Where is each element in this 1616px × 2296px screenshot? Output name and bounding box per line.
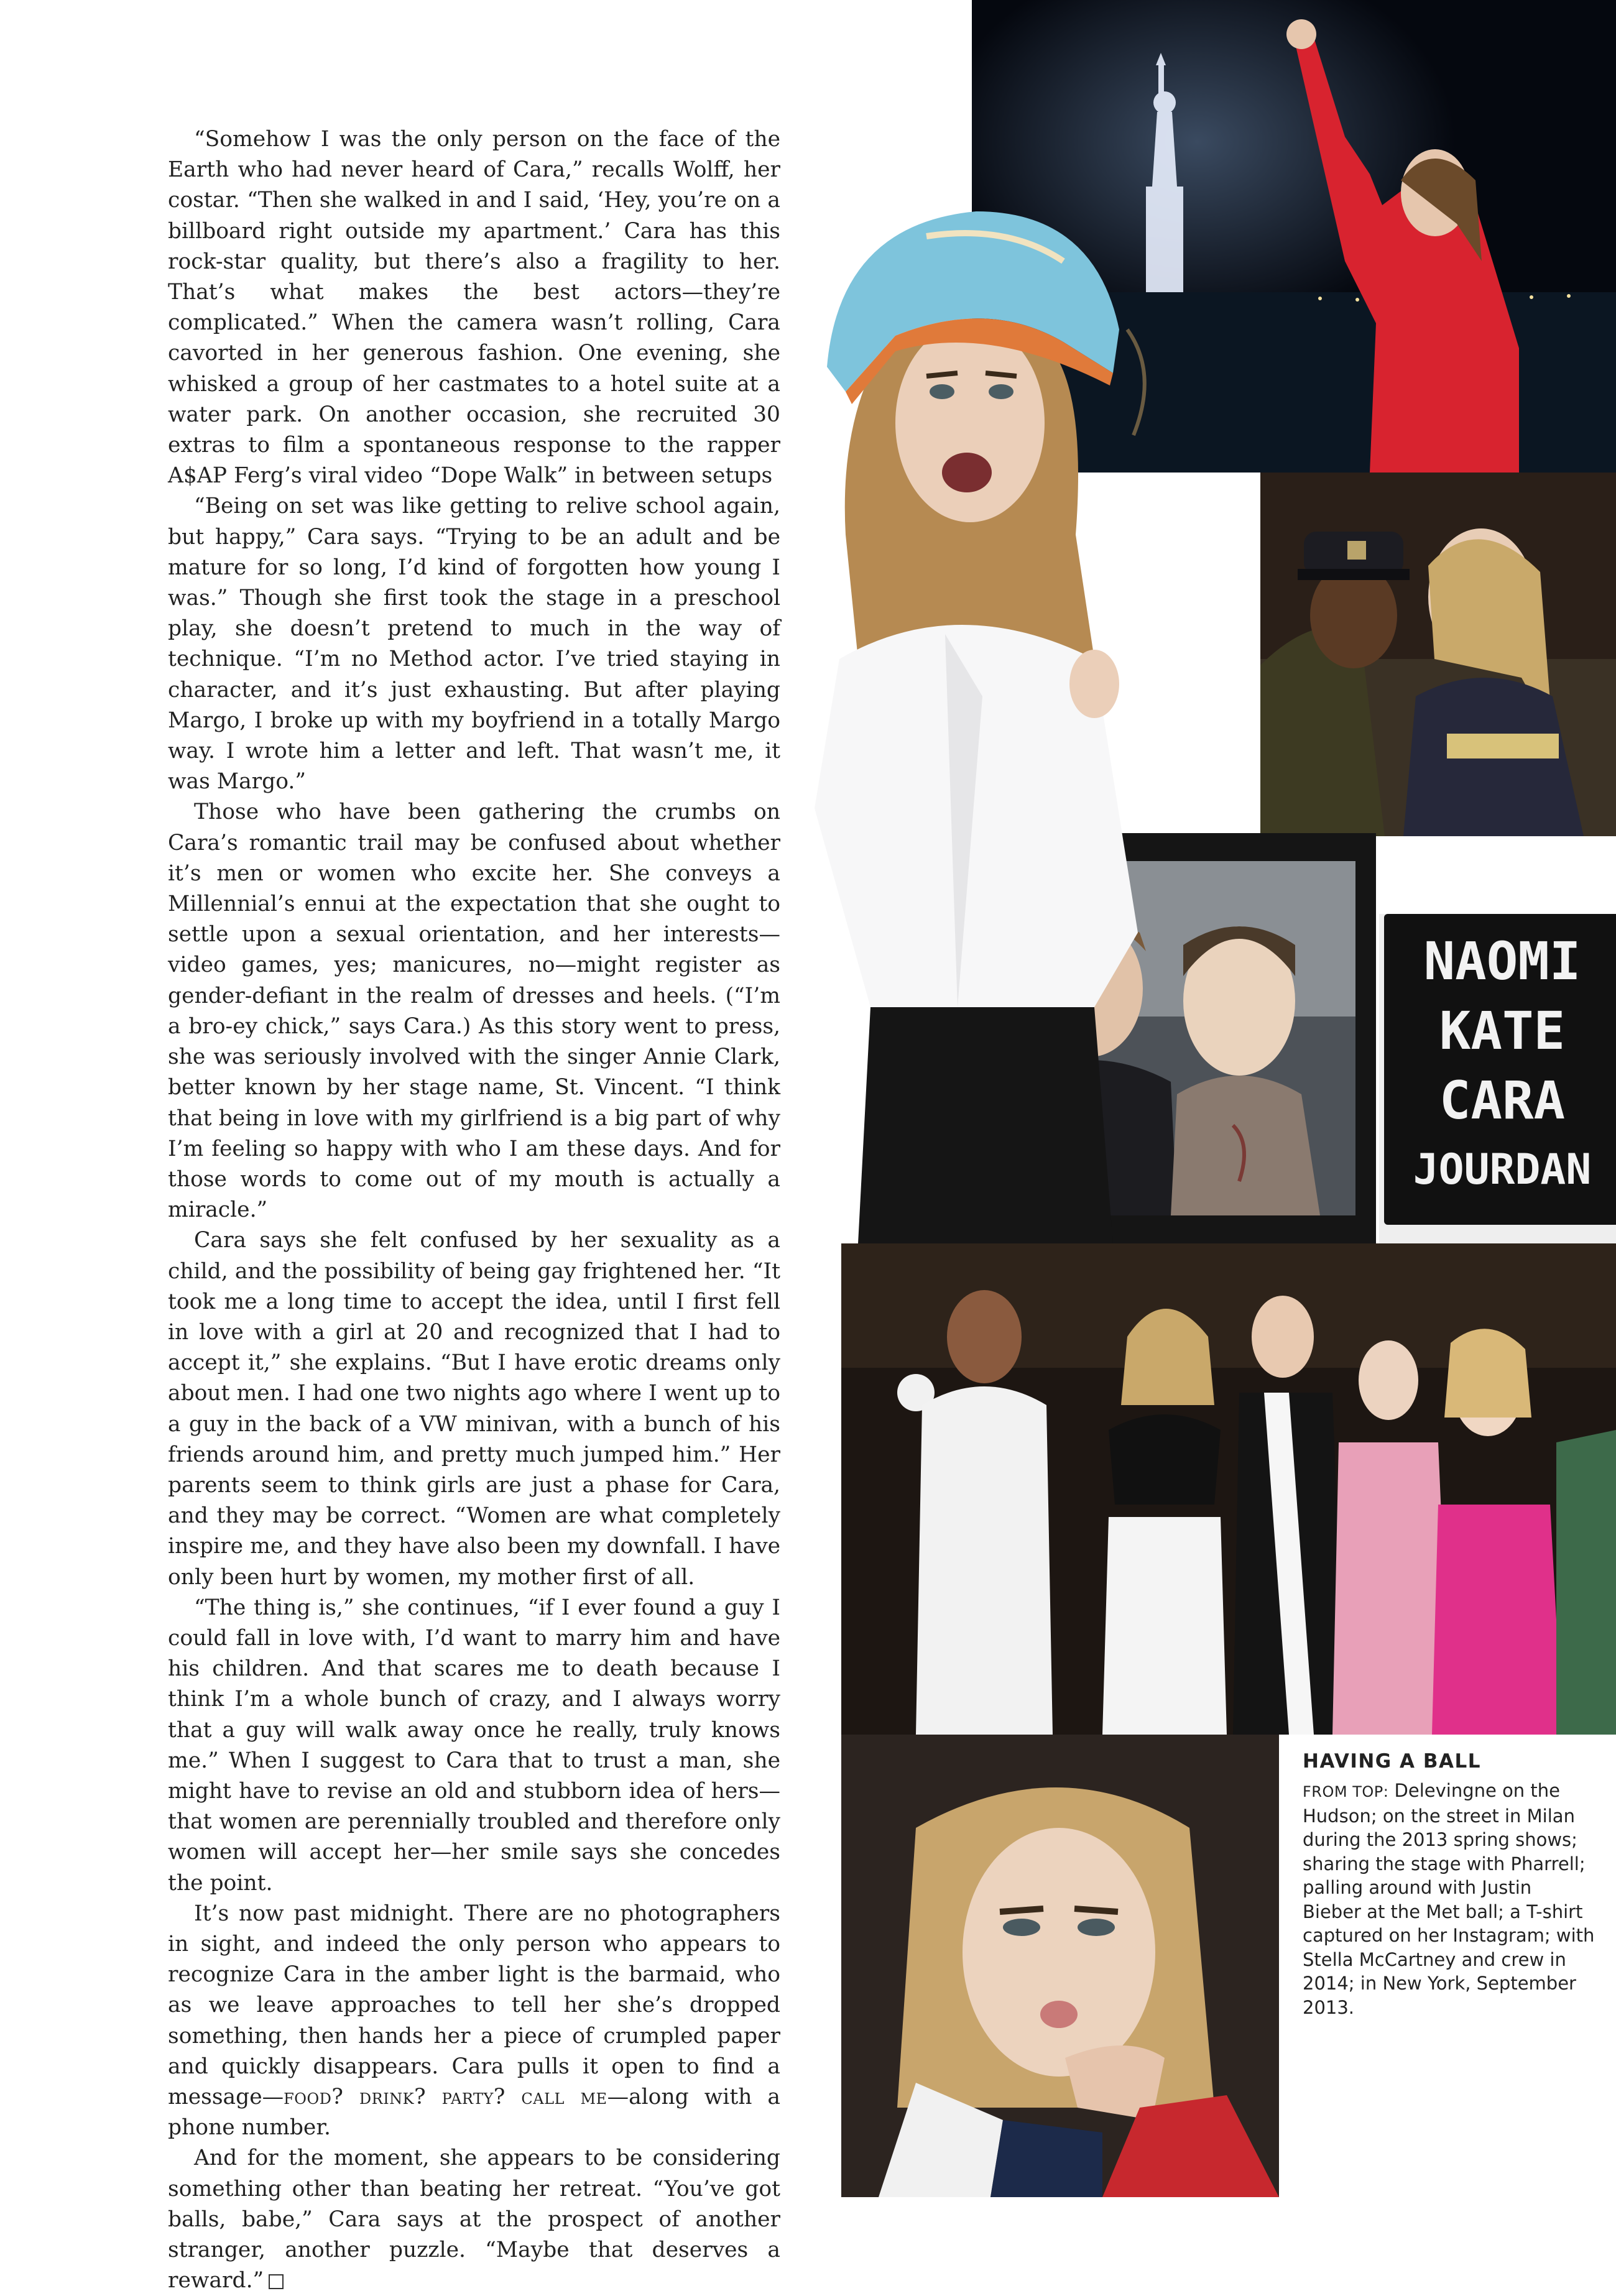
paragraph-1: “Somehow I was the only person on the face of the Earth who had never heard of Cara,” recalls Wolff, her costar. “Then she walked in and I said, ‘Hey, you’re on a billboard right outside my apartment.’ Cara has this rock-star quality, but there’s also a fragility to her. That’s what makes the best actors—they’re complicated.” When the camera wasn’t rolling, Cara cavorted in her generous fashion. One evening, she whisked a group of her castmates to a hotel suite at a water park. On another occasion, she recruited 30 extras to film a spontaneous response to the rapper A$AP Ferg’s viral video “Dope Walk” in between setups xyxy=(168,127,780,489)
caption-lead: FROM TOP: xyxy=(1303,1783,1389,1800)
end-mark-icon xyxy=(269,2274,284,2289)
photo-with-pharrell xyxy=(1260,473,1616,836)
paragraph-7-text: And for the moment, she appears to be considering something other than beating her retreat. “You’ve got balls, babe,” Cara says at the prospect of another stranger, another puzzle. “Maybe that deserves a reward.” xyxy=(168,2146,780,2294)
caption-heading: HAVING A BALL xyxy=(1303,1750,1481,1773)
paragraph-7 xyxy=(168,2143,780,2296)
paragraph-6-text: It’s now past midnight. There are no photographers in sight, and indeed the only person who appears to recognize Cara in the amber light is the barmaid, who as we leave approaches to tell her she’s dropped something, then hands her a piece of crumpled paper and quickly disappears. Cara pulls it open to find a message— xyxy=(168,1901,780,2109)
party-illustration xyxy=(841,1243,1616,1735)
photo-caption xyxy=(1303,1750,1595,2019)
paragraph-3: Those who have been gathering the crumbs on Cara’s romantic trail may be confused about whether it’s men or women who excite her. She conveys a Millennial’s ennui at the expectation that she ought to settle upon a sexual orientation, and her interests—video games, yes; manicures, no—might register as gender-defiant in the realm of dresses and heels. (“I’m a bro-ey chick,” says Cara.) As this story went to press, she was seriously involved with the singer Annie Clark, better known by her stage name, St. Vincent. “I think that being in love with my girlfriend is a big part of why I’m feeling so happy with who I am these days. And for those words to come out of my mouth is actually a miracle.” xyxy=(168,800,780,1223)
paragraph-2: “Being on set was like getting to relive school again, but happy,” Cara says. “Trying to be an adult and be mature for so long, I’d kind of forgotten how young I was.” Though she first took the stage in a preschool play, she doesn’t pretend to much in the way of technique. “I’m no Method actor. I’ve tried staying in character, and it’s just exhausting. But after playing Margo, I broke up with my boyfriend in a totally Margo way. I wrote him a letter and left. That wasn’t me, it was Margo.” xyxy=(168,494,780,795)
tshirt-line: NAOMI xyxy=(1423,931,1581,992)
paragraph-6-tail: —along with a phone number. xyxy=(168,2085,780,2141)
note-message: food? drink? party? call me xyxy=(284,2085,607,2109)
caption-text: Delevingne on the Hudson; on the street in Milan during the 2013 spring shows; sharing the stage with Pharrell; palling around with Justin Bieber at the Met ball; a T-shirt captured on her Instagram; with Stella McCartney and crew in 2014; in New York, September 2013. xyxy=(1303,1780,1595,2018)
paragraph-5: “The thing is,” she continues, “if I ever found a guy I could fall in love with, I’d want to marry him and have his children. And that scares me to death because I think I’m a whole bunch of crazy, and I always worry that a guy will walk away once he really, truly knows me.” When I suggest to Cara that to trust a man, she might have to revise an old and stubborn idea of hers—that women are perennially troubled and therefore only women will accept her—her smile says she concedes the point. xyxy=(168,1595,780,1896)
article-body xyxy=(168,124,780,2296)
tshirt-line: JOURDAN xyxy=(1413,1145,1592,1194)
pharrell-illustration xyxy=(1260,473,1616,836)
tshirt-line: CARA xyxy=(1439,1070,1566,1131)
tshirt-print xyxy=(1390,926,1614,1205)
photo-party-group xyxy=(841,1243,1616,1735)
caption-body xyxy=(1303,1779,1595,2019)
kiss-illustration xyxy=(841,1735,1279,2197)
paragraph-6 xyxy=(168,1899,780,2144)
photo-blowing-kiss xyxy=(841,1735,1279,2197)
photo-tshirt xyxy=(1379,914,1616,1243)
tshirt-line: KATE xyxy=(1439,1000,1566,1061)
helmet-illustration xyxy=(802,187,1250,1243)
paragraph-4: Cara says she felt confused by her sexuality as a child, and the possibility of being gay frightened her. “It took me a long time to accept the idea, until I first fell in love with a girl at 20 and recognized that I had to accept it,” she explains. “But I have erotic dreams only about men. I had one two nights ago where I went up to a guy in the back of a VW minivan, with a bunch of his friends around him, and pretty much jumped him.” Her parents seem to think girls are just a phase for Cara, and they may be correct. “Women are what completely inspire me, and they have also been my downfall. I have only been hurt by women, my mother first of all. xyxy=(168,1228,780,1590)
photo-helmet-cutout xyxy=(802,187,1250,1243)
